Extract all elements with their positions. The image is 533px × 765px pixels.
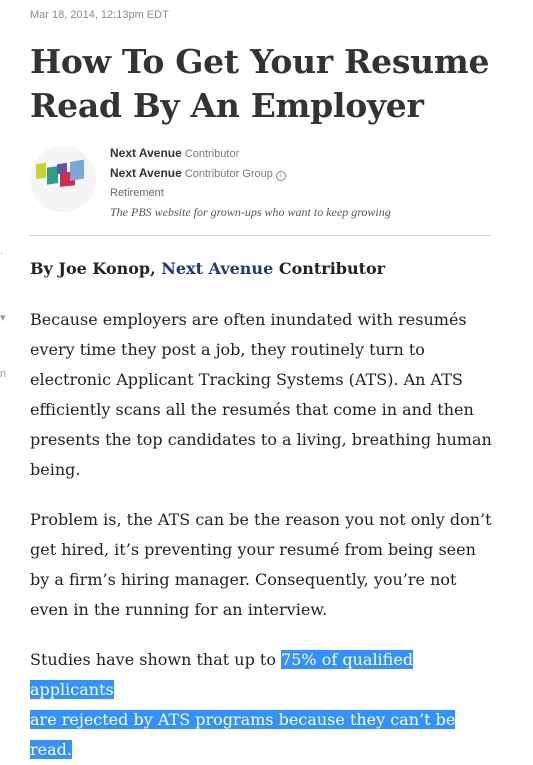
paragraph-1: Because employers are often inundated with resumés every time they post a job, they routinely turn to electronic Applicant Tracking Systems (ATS). An ATS efficiently scans all the resumés that come in and then presents the top candidates to a living, breathing human being. bbox=[30, 310, 492, 479]
selected-text: 75% of qualified applicants bbox=[30, 650, 414, 699]
author-meta bbox=[110, 144, 391, 223]
share-bar-fragment-icon[interactable]: . bbox=[0, 245, 4, 257]
article-date: Mar 18, 2014, 12:13pm EDT bbox=[30, 9, 169, 21]
article-title: How To Get Your Resume Read By An Employer bbox=[30, 42, 490, 125]
byline-prefix: By Joe Konop, bbox=[30, 259, 156, 278]
group-name-link[interactable]: Next Avenue bbox=[110, 166, 182, 180]
paragraph-3-text: Studies have shown that up to bbox=[30, 650, 282, 669]
author-tagline: The PBS website for grown-ups who want to keep growing bbox=[110, 205, 391, 219]
share-bar-fragment-icon[interactable]: ▾ bbox=[0, 312, 6, 324]
group-role: Contributor Group bbox=[184, 168, 273, 180]
topic-link[interactable]: Retirement bbox=[110, 187, 164, 199]
article-byline bbox=[30, 259, 500, 278]
share-bar-fragment-icon[interactable]: n bbox=[0, 368, 7, 380]
author-card bbox=[30, 144, 490, 224]
next-avenue-logo-icon[interactable] bbox=[30, 146, 96, 212]
divider bbox=[30, 235, 490, 236]
byline-publisher-link[interactable]: Next Avenue bbox=[161, 259, 274, 278]
info-icon[interactable]: i bbox=[276, 171, 286, 181]
author-name-link[interactable]: Next Avenue bbox=[110, 146, 182, 160]
paragraph-3 bbox=[30, 645, 495, 765]
byline-suffix: Contributor bbox=[278, 259, 386, 278]
paragraph-2: Problem is, the ATS can be the reason you not only don’t get hired, it’s preventing your resumé from being seen by a firm’s hiring manager. Consequently, you’re not even in the running for an interview. bbox=[30, 510, 492, 619]
author-role: Contributor bbox=[184, 148, 240, 160]
selected-text: are rejected by ATS programs because they can’t be read. bbox=[30, 710, 456, 759]
